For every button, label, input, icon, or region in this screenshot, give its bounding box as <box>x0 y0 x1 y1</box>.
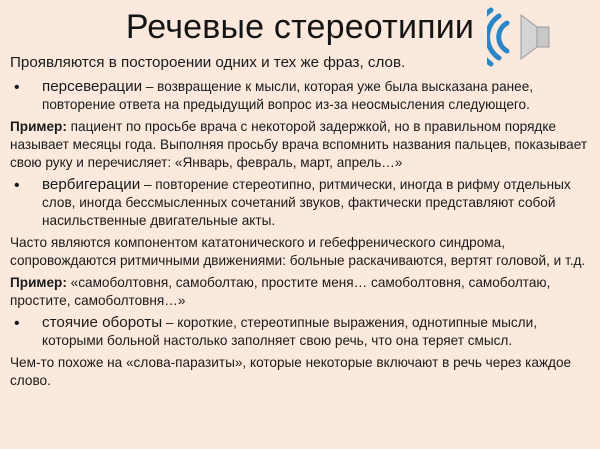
definition-standing-phrases: – короткие, стереотипные выражения, однотипные мысли, которыми больной настолько заполняет свою речь, что она теряет смысл. <box>42 315 537 348</box>
slide-title: Речевые стереотипии <box>125 8 475 46</box>
paragraph-filler-words: Чем-то похоже на «слова-паразиты», которые некоторые включают в речь через каждое слово. <box>10 355 572 388</box>
example-label: Пример: <box>10 119 67 134</box>
term-perseveration: персеверации <box>42 78 143 95</box>
paragraph-catatonic: Часто являются компонентом кататонического и гебефренического синдрома, сопровождаются ритмичными движениями: больные раскачиваются, вертят головой, и т.д. <box>10 235 586 268</box>
example-label: Пример: <box>10 275 67 290</box>
bullet-verbigeration <box>10 176 590 230</box>
term-verbigeration: вербигерации <box>42 176 141 193</box>
example-2-text: «самоболтовня, самоболтаю, простите меня… самоболтовня, самоболтаю, простите, самоболтовня…» <box>10 275 551 308</box>
example-2 <box>10 274 590 310</box>
example-1-text: пациент по просьбе врача с некоторой задержкой, но в правильном порядке называет месяцы года. Выполняя просьбу врача вспомнить названия пальцев, показывает свою руку и перечисляет: «Январь, февраль, март, апрель…» <box>10 119 588 170</box>
definition-verbigeration: – повторение стереотипно, ритмически, иногда в рифму отдельных слов, иногда бессмысленных сочетаний звуков, фактически представляют собой насильственные двигательные акты. <box>42 177 571 228</box>
term-standing-phrases: стоячие обороты <box>42 314 163 331</box>
example-1 <box>10 118 590 172</box>
bullet-glyph: • <box>14 79 20 96</box>
bullet-glyph: • <box>14 315 20 332</box>
bullet-glyph: • <box>14 177 20 194</box>
bullet-perseveration <box>10 78 590 114</box>
definition-perseveration: – возвращение к мысли, которая уже была высказана ранее, повторение ответа на предыдущий вопрос из-за неосмысления следующего. <box>42 79 534 112</box>
bullet-standing-phrases <box>10 314 590 350</box>
lead-text: Проявляются в постороении одних и тех же фраз, слов. <box>10 54 406 71</box>
slide-content <box>10 53 590 394</box>
